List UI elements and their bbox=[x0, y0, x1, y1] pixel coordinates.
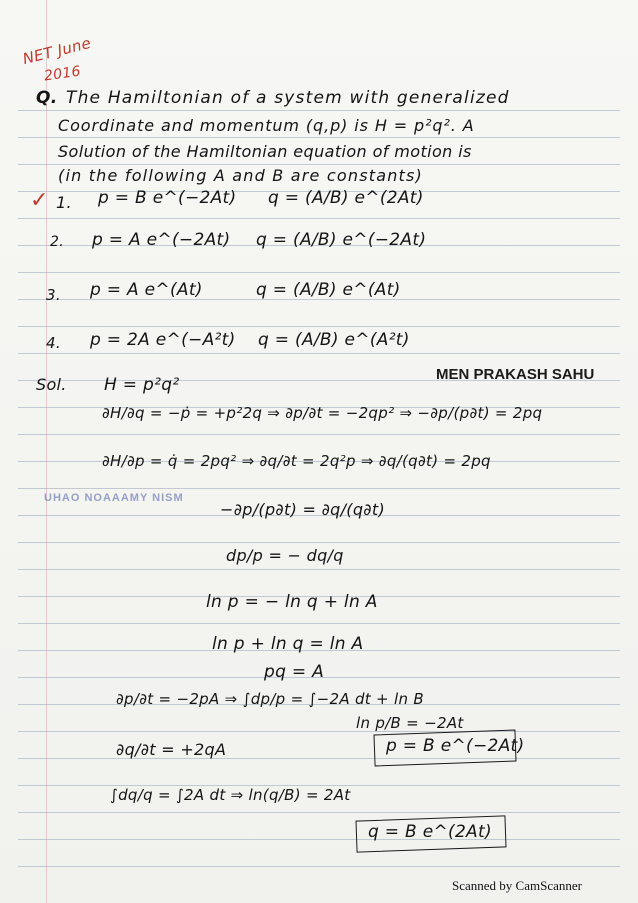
solution-line: ∂p/∂t = −2pA ⇒ ∫dp/p = ∫−2A dt + ln B bbox=[116, 690, 424, 708]
option-number: 4. bbox=[46, 334, 61, 352]
question-line-1: The Hamiltonian of a system with generalized bbox=[66, 88, 510, 108]
solution-line: ln p/B = −2At bbox=[356, 714, 464, 732]
ruled-line bbox=[18, 758, 620, 759]
option-number: 1. bbox=[56, 193, 72, 212]
solution-line: dp/p = − dq/q bbox=[226, 546, 344, 565]
ruled-line bbox=[18, 326, 620, 327]
solution-line: ∂H/∂q = −ṗ = +p²2q ⇒ ∂p/∂t = −2qp² ⇒ −∂p/(p∂t) = 2pq bbox=[102, 404, 543, 422]
faded-watermark: UHAO NOAAAMY NISM bbox=[44, 492, 184, 504]
ruled-line bbox=[18, 569, 620, 570]
ruled-line bbox=[18, 623, 620, 624]
ruled-line bbox=[18, 812, 620, 813]
ruled-line bbox=[18, 488, 620, 489]
ruled-line bbox=[18, 542, 620, 543]
option-q: q = (A/B) e^(At) bbox=[256, 280, 401, 300]
solution-line: ∂H/∂p = q̇ = 2pq² ⇒ ∂q/∂t = 2q²p ⇒ ∂q/(q∂t) = 2pq bbox=[102, 452, 491, 470]
option-number: 3. bbox=[46, 286, 61, 304]
option-p: p = 2A e^(−A²t) bbox=[90, 330, 236, 350]
exam-tag: NET June bbox=[20, 33, 93, 69]
solution-line: ln p = − ln q + ln A bbox=[206, 592, 378, 612]
result-q: q = B e^(2At) bbox=[368, 822, 492, 842]
solution-line: ∂q/∂t = +2qA bbox=[116, 740, 227, 759]
ruled-line bbox=[18, 353, 620, 354]
margin-line bbox=[46, 0, 47, 903]
exam-year: 2016 bbox=[43, 63, 82, 85]
solution-line: H = p²q² bbox=[104, 375, 180, 395]
ruled-line bbox=[18, 839, 620, 840]
result-p: p = B e^(−2At) bbox=[386, 736, 525, 756]
question-label: Q. bbox=[36, 88, 58, 108]
solution-label: Sol. bbox=[36, 375, 67, 394]
ruled-line bbox=[18, 866, 620, 867]
ruled-line bbox=[18, 164, 620, 165]
solution-line: −∂p/(p∂t) = ∂q/(q∂t) bbox=[220, 500, 385, 519]
option-p: p = A e^(−2At) bbox=[92, 230, 231, 250]
ruled-line bbox=[18, 731, 620, 732]
option-q: q = (A/B) e^(2At) bbox=[268, 188, 424, 208]
solution-line: ln p + ln q = ln A bbox=[212, 634, 364, 654]
check-mark-icon: ✓ bbox=[30, 188, 49, 213]
option-number: 2. bbox=[50, 234, 64, 250]
author-stamp: MEN PRAKASH SAHU bbox=[436, 366, 595, 383]
solution-line: ∫dq/q = ∫2A dt ⇒ ln(q/B) = 2At bbox=[110, 786, 351, 804]
ruled-line bbox=[18, 110, 620, 111]
question-line-3: Solution of the Hamiltonian equation of motion is bbox=[58, 142, 472, 161]
option-q: q = (A/B) e^(−2At) bbox=[256, 230, 427, 250]
option-p: p = B e^(−2At) bbox=[98, 188, 237, 208]
solution-line: pq = A bbox=[264, 662, 325, 682]
ruled-line bbox=[18, 218, 620, 219]
question-line-2: Coordinate and momentum (q,p) is H = p²q². A bbox=[58, 116, 475, 135]
ruled-line bbox=[18, 137, 620, 138]
option-q: q = (A/B) e^(A²t) bbox=[258, 330, 410, 350]
ruled-line bbox=[18, 272, 620, 273]
ruled-line bbox=[18, 434, 620, 435]
scanner-footer: Scanned by CamScanner bbox=[452, 878, 582, 893]
question-line-4: (in the following A and B are constants) bbox=[58, 166, 423, 185]
option-p: p = A e^(At) bbox=[90, 280, 203, 300]
